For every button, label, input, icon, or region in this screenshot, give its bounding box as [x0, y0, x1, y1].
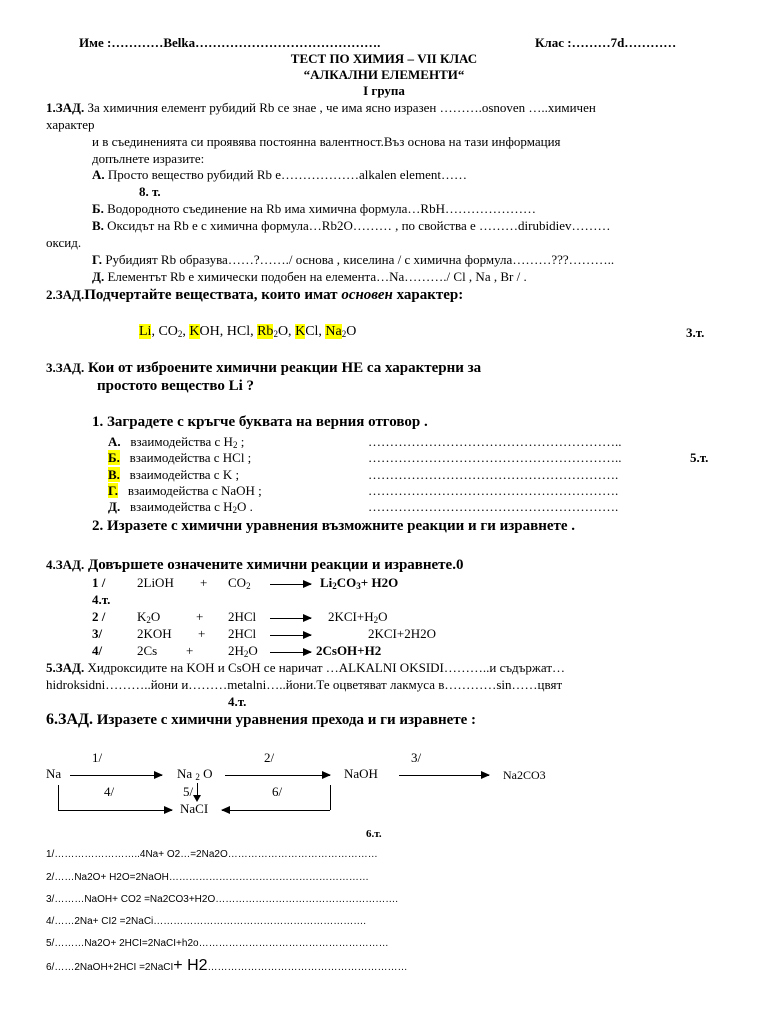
q1-v-label: В.: [92, 218, 104, 233]
q1-b-label: Б.: [92, 201, 104, 216]
q1-d-label: Д.: [92, 269, 105, 284]
answer-1: 1/……………………..4Na+ O2…=2Na2O………………………………………: [46, 849, 378, 860]
r3-number: 3/: [92, 626, 103, 641]
q1-text1b: характер: [46, 117, 95, 132]
q1-a-text: Просто вещество рубидий Rb е………………alkalen element……: [104, 167, 467, 182]
q3-option-v[interactable]: В. взаимодейства с K ;: [108, 467, 240, 482]
option-b-label: Б.: [108, 450, 120, 465]
r2-product: $2KCI+H_2O$: [328, 609, 388, 625]
q1-item-b: [92, 201, 536, 217]
q1-g-text: Рубидият Rb образува……?……./ основа , киселина / с химична формула………???………..: [102, 252, 615, 267]
q4-heading: [46, 557, 463, 573]
r1-reactant-b: $CO_2$: [228, 575, 251, 591]
q6-points: 6.т.: [366, 828, 382, 840]
q3-option-d-dots: ………………………………………………….: [368, 499, 619, 514]
r3-product: 2KCI+2H2O: [368, 626, 436, 641]
q3-sub2: 2. Изразете с химични уравнения възможните реакции и ги изравнете .: [92, 518, 576, 534]
r2-reactant-b: 2HCl: [228, 609, 257, 624]
q2-heading: [46, 287, 463, 303]
student-name-line: Име :…………Belka…………………………………….: [79, 35, 381, 50]
arrow-naoh-to-nacl-vertical: [330, 785, 331, 810]
q5-line1: [46, 660, 565, 676]
q1-g-label: Г.: [92, 252, 103, 267]
substance-koh-k[interactable]: K: [189, 324, 200, 339]
r1-number: 1 /: [92, 575, 106, 590]
q2-text-em: основен: [341, 287, 393, 303]
q5-points: 4.т.: [228, 694, 247, 709]
q2-text-b: характер:: [392, 287, 464, 303]
answer-4: 4/……2Na+ CI2 =2NaCi……………………………………………………….: [46, 916, 367, 927]
substance-koh-hcl: OH, HCl,: [199, 324, 258, 339]
q6-heading: [46, 712, 476, 728]
step-label-2: 2/: [264, 750, 275, 765]
q3-option-a[interactable]: А. взаимодейства с $H_2$ ;: [108, 434, 245, 450]
q4-text: Довършете означените химични реакции и изравнете.0: [84, 557, 464, 573]
r4-plus: +: [186, 643, 194, 658]
step-label-6: 6/: [272, 784, 283, 799]
r2-plus: +: [196, 609, 204, 624]
r1-product: $Li_2CO_3+ H2O$: [320, 575, 399, 591]
q3-sub1: 1. Заградете с кръгче буквата на верния отговор .: [92, 414, 428, 430]
r1-arrow: [270, 584, 311, 585]
q3-number: 3.ЗАД.: [46, 360, 85, 375]
q1-v-text: Оксидът на Rb е с химична формула…Rb2O……… , по свойства е ………dirubidiev………: [103, 218, 611, 233]
class-line: Клас :………7d…………: [535, 35, 677, 50]
arrow-na-to-na2o: [70, 775, 162, 776]
node-naoh: NaOH: [344, 766, 378, 781]
q1-item-v: [92, 218, 610, 234]
q1-line1: [46, 100, 596, 116]
option-a-label: А.: [108, 434, 121, 449]
substance-li[interactable]: Li: [139, 324, 152, 339]
r2-number: 2 /: [92, 609, 106, 624]
q3-option-a-dots: …………………………………………………..: [368, 434, 622, 449]
answer-2: 2/……Na2O+ H2O=2NaOH……………………………………………………: [46, 872, 369, 883]
q1-item-a: [92, 167, 467, 183]
option-d-label: Д.: [108, 499, 121, 514]
q1-text3: допълнете изразите:: [92, 151, 205, 166]
step-label-4: 4/: [104, 784, 115, 799]
substance-rb2o-rb[interactable]: Rb: [257, 324, 274, 339]
answer-5: 5/………Na2O+ 2HCI=2NaCI+h2o…………………………………………………: [46, 938, 389, 949]
arrow-naoh-to-nacl: [222, 810, 330, 811]
q3-option-g[interactable]: Г. взаимодейства с NaOH ;: [108, 483, 262, 498]
r4-reactant-a: 2Cs: [137, 643, 158, 658]
r4-product: 2CsOH+H2: [316, 643, 382, 658]
q1-item-d: [92, 269, 527, 285]
q2-number: 2.ЗАД.: [46, 287, 85, 302]
q5-text1: Хидроксидите на KOH и CsOH се наричат …ALKALNI OKSIDI………..и съдържат…: [84, 660, 565, 675]
q3-option-b[interactable]: Б. взаимодейства с HCl ;: [108, 450, 252, 465]
option-g-label: Г.: [108, 483, 119, 498]
test-title: ТЕСТ ПО ХИМИЯ – VII КЛАС: [290, 51, 478, 66]
answer-3: 3/………NaOH+ CO2 =Na2CO3+H2O……………………………………………….: [46, 894, 399, 905]
r4-arrow: [270, 652, 311, 653]
arrow-na-to-nacl-vertical: [58, 785, 59, 810]
node-na2co3: Na2CO3: [503, 768, 546, 782]
r2-reactant-a: $K_2O$: [137, 609, 161, 625]
q4-number: 4.ЗАД.: [46, 557, 85, 572]
q1-text2: и в съединенията си проявява постоянна валентност.Въз основа на тази информация: [92, 134, 561, 149]
node-na: Na: [46, 766, 62, 781]
q5-number: 5.ЗАД.: [46, 660, 85, 675]
arrow-na2o-to-naoh: [225, 775, 330, 776]
q1-number: 1.ЗАД.: [46, 100, 85, 115]
q2-substances: Li, $CO_2$, KOH, HCl, $Rb_2O$, KCl, $Na_2O$: [139, 324, 357, 339]
r1-plus: +: [200, 575, 208, 590]
r3-arrow: [270, 635, 311, 636]
r4-reactant-b: $2H_2O$: [228, 643, 258, 659]
q5-text2: hidroksidni………..йони и………metalni…..йони.Те оцветяват лакмуса в…………sin……цвят: [46, 677, 563, 692]
q6-number: 6.ЗАД.: [46, 711, 94, 728]
answer-6: 6/……2NaOH+2HCI =2NaCI+ H2……………………………………………………: [46, 957, 408, 974]
q1-b-text: Водородното съединение на Rb има химична формула…RbH…………………: [103, 201, 536, 216]
option-v-label: В.: [108, 467, 120, 482]
r3-plus: +: [198, 626, 206, 641]
r3-reactant-a: 2KOH: [137, 626, 172, 641]
substance-na2o-na[interactable]: Na: [325, 324, 342, 339]
q1-text1: За химичния елемент рубидий Rb се знае , че има ясно изразен ……….osnoven …..химичен: [84, 100, 596, 115]
r1-reactant-a: 2LiOH: [137, 575, 174, 590]
step-label-3: 3/: [411, 750, 422, 765]
q3-text1: Кои от изброените химични реакции НЕ са характерни за: [84, 360, 482, 376]
q1-d-text: Елементът Rb е химически подобен на елемента…Na………./ Cl , Na , Br / .: [104, 269, 527, 284]
r4-number: 4/: [92, 643, 103, 658]
test-subtitle: “АЛКАЛНИ ЕЛЕМЕНТИ“: [303, 67, 465, 82]
q3-option-d[interactable]: Д. взаимодейства с $H_2O$ .: [108, 499, 253, 515]
q3-heading: [46, 360, 481, 376]
q3-points: 5.т.: [690, 450, 709, 465]
substance-kcl-k[interactable]: K: [295, 324, 306, 339]
q6-text: Изразете с химични уравнения прехода и ги изравнете :: [93, 712, 477, 728]
group-label: I група: [363, 83, 405, 98]
arrow-naoh-to-na2co3: [399, 775, 489, 776]
step-label-1: 1/: [92, 750, 103, 765]
q2-points: 3.т.: [686, 325, 705, 340]
q3-text2: простото вещество Li ?: [97, 378, 254, 394]
q4-points: 4.т.: [92, 592, 111, 607]
q3-option-v-dots: ………………………………………………….: [368, 467, 619, 482]
r3-reactant-b: 2HCl: [228, 626, 257, 641]
q3-option-b-dots: …………………………………………………..: [368, 450, 622, 465]
q1-points: 8. т.: [139, 184, 161, 199]
q3-option-g-dots: ………………………………………………….: [368, 483, 619, 498]
arrow-na-to-nacl: [58, 810, 172, 811]
substance-co2[interactable]: $CO_2$: [158, 324, 183, 339]
q1-a-label: А.: [92, 167, 105, 182]
step-label-5: 5/: [183, 784, 194, 799]
q1-item-g: [92, 252, 614, 268]
q2-text-a: Подчертайте веществата, които имат: [84, 287, 342, 303]
node-nacl: NaCI: [180, 801, 209, 816]
node-na2o: Na $_2$ O: [177, 766, 213, 782]
r2-arrow: [270, 618, 311, 619]
q1-v-text2: оксид.: [46, 235, 82, 250]
